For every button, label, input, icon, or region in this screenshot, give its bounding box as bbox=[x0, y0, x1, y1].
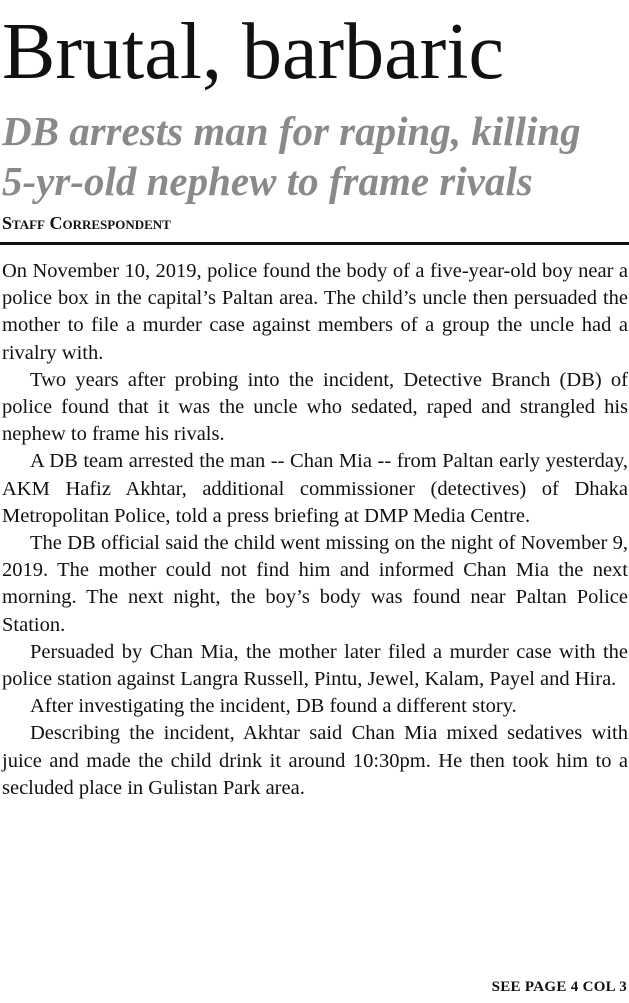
article-body bbox=[2, 258, 628, 802]
body-paragraph: Persuaded by Chan Mia, the mother later filed a murder case with the police station against Langra Russell, Pintu, Jewel, Kalam, Payel and Hira. bbox=[2, 640, 628, 691]
body-paragraph: The DB official said the child went missing on the night of November 9, 2019. The mother could not find him and informed Chan Mia the next morning. The next night, the boy’s body was found near Paltan Police Station. bbox=[2, 532, 628, 636]
byline: Staff Correspondent bbox=[2, 213, 171, 233]
subheadline bbox=[2, 106, 628, 206]
body-paragraph: Two years after probing into the incident, Detective Branch (DB) of police found that it was the uncle who sedated, raped and strangled his nephew to frame his rivals. bbox=[2, 368, 628, 446]
subheadline-line: DB arrests man for raping, killing bbox=[2, 108, 581, 154]
headline: Brutal, barbaric bbox=[2, 8, 504, 96]
byline-divider bbox=[0, 242, 629, 245]
body-paragraph: A DB team arrested the man -- Chan Mia -- from Paltan early yesterday, AKM Hafiz Akhtar, additional commissioner (detectives) of Dhaka Metropolitan Police, told a press briefing at DMP Media Centre. bbox=[2, 450, 628, 527]
body-paragraph: On November 10, 2019, police found the body of a five-year-old boy near a police box in the capital’s Paltan area. The child’s uncle then persuaded the mother to file a murder case against members of a group the uncle had a rivalry with. bbox=[2, 260, 628, 364]
subheadline-line: 5-yr-old nephew to frame rivals bbox=[2, 158, 533, 204]
body-paragraph: After investigating the incident, DB found a different story. bbox=[30, 695, 517, 718]
continuation-jump-line: SEE PAGE 4 COL 3 bbox=[491, 979, 627, 995]
body-paragraph: Describing the incident, Akhtar said Chan Mia mixed sedatives with juice and made the child drink it around 10:30pm. He then took him to a secluded place in Gulistan Park area. bbox=[2, 722, 628, 799]
